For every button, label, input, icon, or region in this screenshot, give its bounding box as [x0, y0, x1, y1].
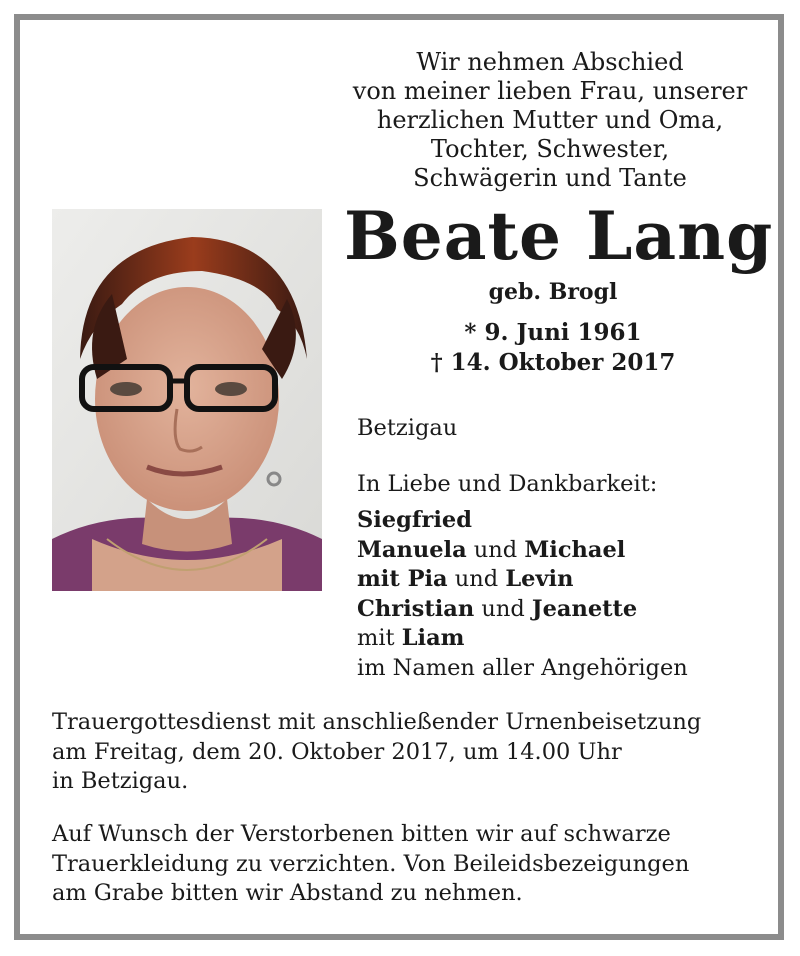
- service-line: am Freitag, dem 20. Oktober 2017, um 14.00 Uhr: [52, 738, 622, 765]
- wish-line: am Grabe bitten wir Abstand zu nehmen.: [52, 880, 523, 906]
- portrait-illustration: [52, 209, 322, 591]
- portrait-photo: [52, 209, 322, 591]
- conjunction: und: [474, 595, 532, 622]
- wish-line: Auf Wunsch der Verstorbenen bitten wir auf schwarze: [52, 821, 671, 847]
- service-line: in Betzigau.: [52, 768, 189, 794]
- deceased-name: Beate Lang: [344, 197, 774, 275]
- family-list: [357, 506, 777, 683]
- intro-line: herzlichen Mutter und Oma,: [376, 106, 724, 134]
- intro-line: von meiner lieben Frau, unserer: [352, 77, 748, 105]
- mourner-name: Levin: [505, 566, 574, 592]
- thanks-line: In Liebe und Dankbarkeit:: [357, 471, 658, 497]
- residence: Betzigau: [357, 415, 458, 441]
- death-date: † 14. Oktober 2017: [430, 349, 676, 376]
- conjunction: und: [447, 566, 506, 592]
- mourner-name: Liam: [401, 625, 465, 651]
- wish-line: Trauerkleidung zu verzichten. Von Beileidsbezeigungen: [52, 850, 690, 877]
- service-line: Trauergottesdienst mit anschließender Urnenbeisetzung: [52, 709, 702, 735]
- family-line: [357, 565, 777, 595]
- preposition: mit: [357, 625, 402, 651]
- deceased-wish-note: [52, 820, 752, 909]
- family-line: [357, 536, 777, 566]
- family-line: [357, 624, 777, 654]
- mourner-name: mit Pia: [357, 566, 448, 592]
- family-line: [357, 506, 777, 536]
- intro-line: Tochter, Schwester,: [430, 135, 670, 163]
- intro-line: Schwägerin und Tante: [413, 164, 687, 192]
- mourner-name: Jeanette: [531, 595, 638, 622]
- family-line: im Namen aller Angehörigen: [357, 654, 688, 681]
- conjunction: und: [466, 536, 525, 563]
- farewell-intro: [330, 48, 770, 193]
- funeral-service-info: [52, 708, 752, 797]
- life-dates: [344, 318, 762, 378]
- mourner-name: Christian: [357, 595, 475, 622]
- family-line: [357, 595, 777, 625]
- birth-date: * 9. Juni 1961: [464, 319, 642, 346]
- mourner-name: Michael: [524, 536, 626, 563]
- mourner-name: Manuela: [357, 536, 467, 563]
- mourner-name: Siegfried: [357, 507, 472, 533]
- maiden-name: geb. Brogl: [488, 279, 618, 305]
- intro-line: Wir nehmen Abschied: [416, 48, 684, 76]
